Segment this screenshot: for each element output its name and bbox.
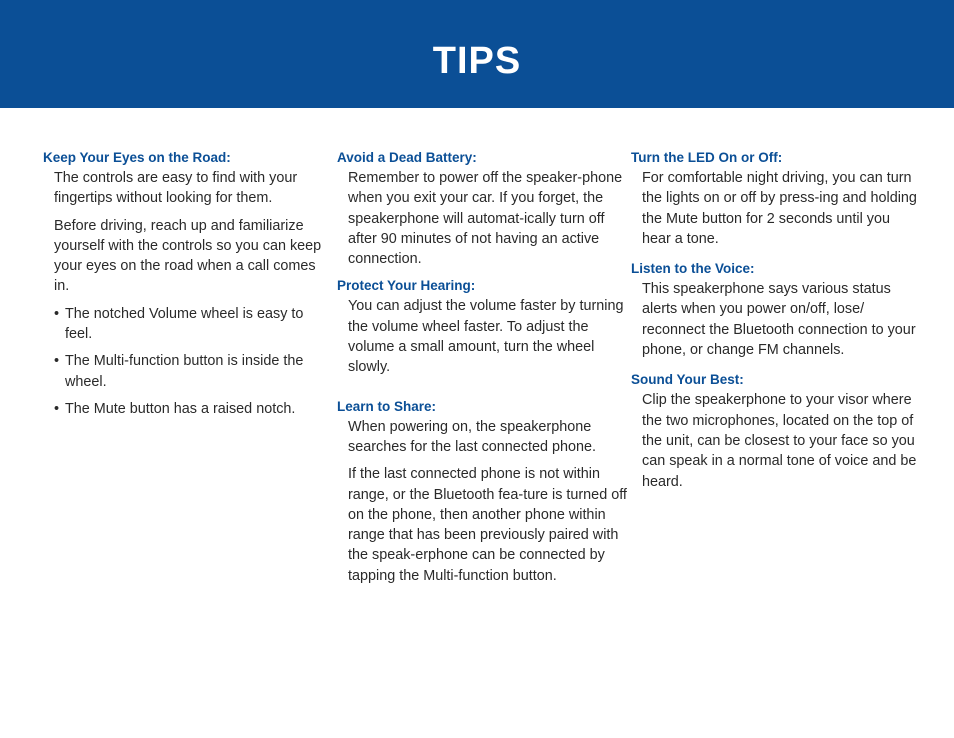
section-protect-hearing — [337, 276, 627, 377]
section-text: The controls are easy to find with your fingertips without looking for them. — [54, 170, 298, 207]
section-heading: Listen to the Voice: — [631, 261, 755, 277]
section-text: When powering on, the speakerphone searches for the last connected phone. — [348, 418, 596, 455]
bullet-icon: • — [54, 353, 60, 370]
list-item-text: The Mute button has a raised notch. — [65, 400, 296, 417]
section-text: Remember to power off the speaker-phone when you exit your car. If you forget, the speakerphone will automat-ically turn off after 90 minutes of not having an active connection. — [348, 170, 623, 268]
section-listen-voice — [631, 259, 921, 360]
list-item — [54, 399, 333, 419]
list-item — [54, 304, 333, 345]
section-heading: Protect Your Hearing: — [337, 278, 476, 294]
column-2 — [337, 148, 627, 593]
section-led-on-off — [631, 148, 921, 249]
list-item-text: The Multi-function button is inside the wheel. — [65, 353, 304, 390]
section-eyes-on-road — [43, 148, 333, 419]
bullet-icon: • — [54, 400, 60, 417]
list-item-text: The notched Volume wheel is easy to feel. — [65, 305, 304, 343]
section-heading: Avoid a Dead Battery: — [337, 150, 477, 165]
page-title: TIPS — [432, 40, 522, 82]
section-text: For comfortable night driving, you can turn the lights on or off by press-ing and holding the Mute button for 2 seconds until you hear a tone. — [642, 170, 917, 247]
section-heading: Learn to Share: — [337, 398, 437, 414]
list-item — [54, 351, 333, 392]
header-banner — [0, 0, 954, 108]
section-heading: Sound Your Best: — [631, 372, 744, 388]
section-dead-battery — [337, 148, 627, 269]
section-text: Before driving, reach up and familiarize yourself with the controls so you can keep your eyes on the road when a call comes in. — [54, 217, 322, 295]
section-heading: Turn the LED On or Off: — [631, 150, 783, 165]
bullet-icon: • — [54, 305, 60, 322]
bullet-list — [43, 304, 333, 419]
section-text: Clip the speakerphone to your visor where the two microphones, located on the top of the unit, can be closest to your face so you can speak in a normal tone of voice and be heard. — [642, 392, 917, 490]
section-text: If the last connected phone is not within range, or the Bluetooth fea-ture is turned off on the phone, then another phone within range that has been previously paired with the speak-erphone can be connected by tapping the Multi-function button. — [348, 466, 627, 584]
section-text: This speakerphone says various status alerts when you power on/off, lose/ reconnect the Bluetooth connection to your phone, or change FM channels. — [642, 281, 916, 359]
column-3 — [631, 148, 921, 502]
section-heading: Keep Your Eyes on the Road: — [43, 150, 231, 165]
section-text: You can adjust the volume faster by turning the volume wheel faster. To adjust the volume a small amount, turn the wheel slowly. — [348, 298, 624, 376]
section-sound-best — [631, 370, 921, 491]
section-learn-to-share — [337, 397, 627, 586]
column-1 — [43, 148, 333, 426]
